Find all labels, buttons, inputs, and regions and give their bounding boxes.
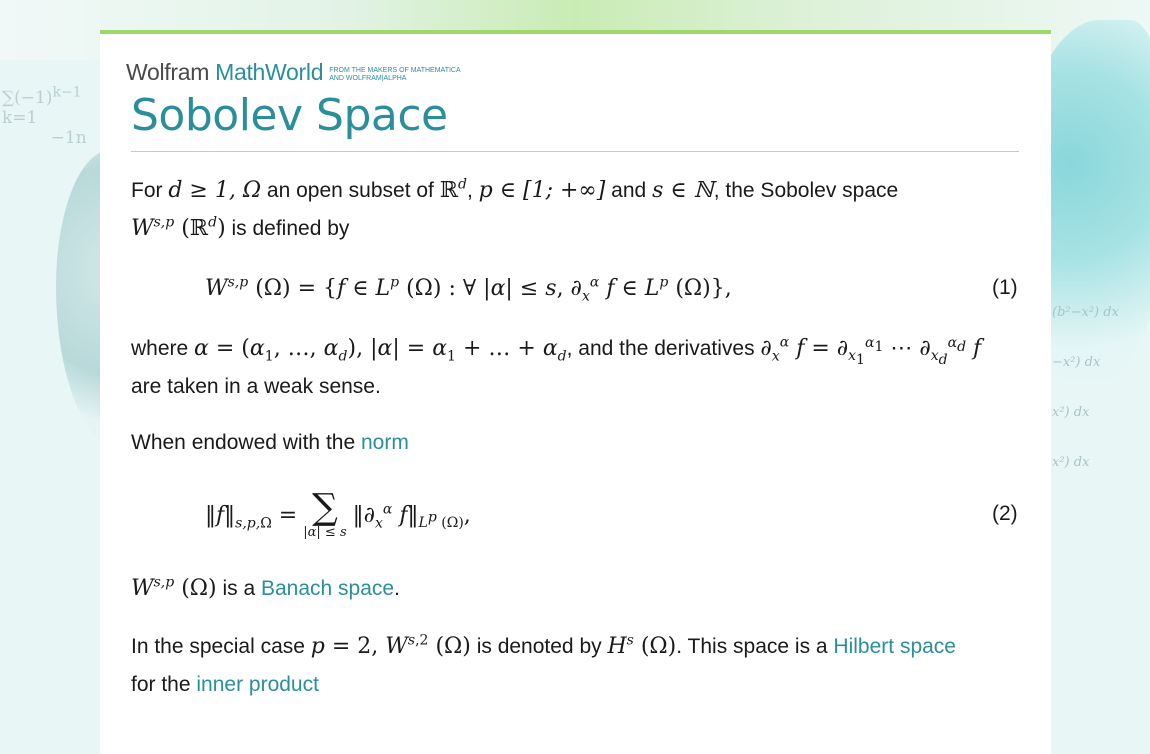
equation-1-formula: W$^{s,p}$ (Ω) = {f ∈ $L^p$ (Ω) : ∀ |α| ≤ s, $\partial_x^\alpha$ f ∈ $L^p$ (Ω)}, <box>205 274 732 304</box>
text: In the special case <box>131 635 311 658</box>
paragraph-hilbert <box>131 628 1011 704</box>
link-banach-space[interactable]: Banach space <box>261 577 395 600</box>
math-inline: p ∈ [1; +∞] <box>478 178 606 203</box>
text: are taken in a weak sense. <box>131 375 381 398</box>
text: an open subset of <box>261 179 440 202</box>
text: , the Sobolev space <box>713 179 899 202</box>
paragraph-norm <box>131 424 1011 462</box>
text: where <box>131 337 195 360</box>
text: , <box>466 179 479 202</box>
equation-2 <box>205 480 471 550</box>
equation-2-formula: $‖f‖_{s,p,\Omega}$ = ∑ |α| ≤ s $‖\partial_x^\alpha$ $f‖_{L^p (\Omega)}$, <box>205 487 471 540</box>
link-hilbert-space[interactable]: Hilbert space <box>833 635 956 658</box>
brand-tagline-line2: AND WOLFRAM|ALPHA <box>329 75 407 82</box>
math-inline: p = 2, W$^{s,2}$ (Ω) <box>310 632 471 659</box>
paragraph-definition <box>131 172 1011 248</box>
math-inline: $\alpha = (\alpha_1$, …, $\alpha_d$), $|\alpha| = \alpha_1$ + … + $\alpha_d$ <box>194 336 567 365</box>
math-inline: W$^{s,p}$ (Ω) <box>131 574 217 601</box>
summation: ∑ |α| ≤ s <box>303 487 347 540</box>
brand-tagline <box>329 67 460 83</box>
math-inline: d ≥ 1, Ω <box>168 178 262 203</box>
decorative-background-formula: $\sum(-1)^{k-1}$ k=1 −1n <box>2 84 87 148</box>
link-inner-product[interactable]: inner product <box>196 673 319 696</box>
text: is defined by <box>225 217 350 240</box>
text: for the <box>131 673 197 696</box>
math-inline: ℝ$^d$ <box>439 176 467 203</box>
paragraph-banach <box>131 570 1011 608</box>
text: is denoted by <box>470 635 608 658</box>
math-reals: ℝ <box>439 178 459 203</box>
brand-mathworld: MathWorld <box>215 59 324 85</box>
decorative-background-formulas: (b²−x²) dx −x²) dx x²) dx x²) dx <box>1052 305 1119 470</box>
site-logo[interactable] <box>126 60 461 86</box>
math-inline: $H^s$ (Ω) <box>607 632 677 659</box>
page-title: Sobolev Space <box>131 90 448 141</box>
text: , and the derivatives <box>566 337 761 360</box>
paragraph-multiindex <box>131 330 1011 406</box>
equation-1 <box>205 268 732 308</box>
brand-wolfram: Wolfram <box>126 59 210 85</box>
math-inline: W$^{s,p}$ (ℝ$^d$) <box>131 214 226 241</box>
article-card <box>100 30 1051 754</box>
text: . <box>394 577 400 600</box>
equation-1-number: (1) <box>992 276 1018 299</box>
text: . This space is a <box>676 635 834 658</box>
math-inline: $\partial_x^\alpha$ $f = \partial_{x_1}^{\alpha_1}$ ⋯ $\partial_{x_d}^{\alpha_d}$ f <box>760 334 982 369</box>
text: and <box>605 179 653 202</box>
title-divider <box>131 151 1019 152</box>
text: When endowed with the <box>131 431 361 454</box>
math-inline: s ∈ ℕ <box>652 178 714 203</box>
brand-tagline-line1: FROM THE MAKERS OF MATHEMATICA <box>329 67 461 74</box>
text: For <box>131 179 169 202</box>
link-norm[interactable]: norm <box>360 431 409 454</box>
text: is a <box>216 577 261 600</box>
equation-2-number: (2) <box>992 502 1018 525</box>
